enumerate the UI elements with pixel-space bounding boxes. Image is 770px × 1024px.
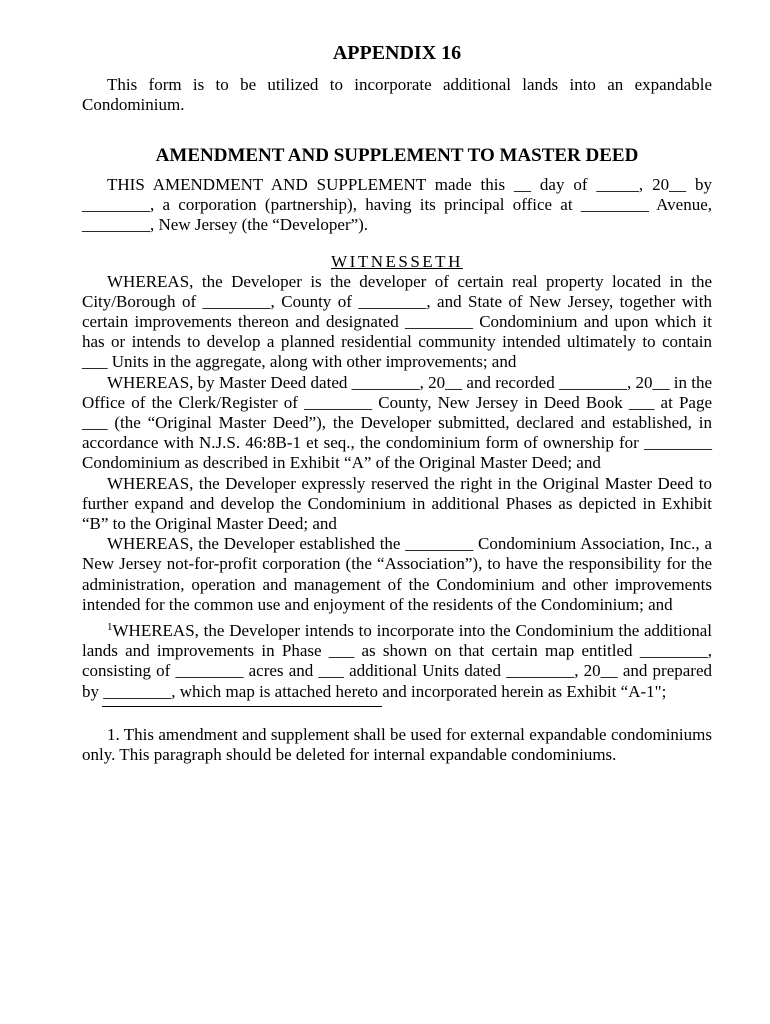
witnesseth-heading: WITNESSETH [331,251,463,271]
whereas-paragraph-1: WHEREAS, the Developer is the developer of certain real property located in the City/Borough of ________, County of ________, and State of New Jersey, together with certain improvements thereon and designated ________ Condominium and upon which it has or intends to develop a planned residential community intended ultimately to contain ___ Units in the aggregate, along with other improvements; and [82,271,712,372]
footnote-separator [102,706,382,707]
whereas-paragraph-4: WHEREAS, the Developer established the ________ Condominium Association, Inc., a New Jersey not-for-profit corporation (the “Association”), to have the responsibility for the administration, operation and management of the Condominium and other improvements intended for the common use and enjoyment of the residents of the Condominium; and [82,534,712,614]
section-heading: AMENDMENT AND SUPPLEMENT TO MASTER DEED [155,145,639,166]
footnote-text: 1. This amendment and supplement shall be used for external expandable condominiums only. This paragraph should be deleted for internal expandable condominiums. [82,724,712,764]
whereas-paragraph-5-text: WHEREAS, the Developer intends to incorporate into the Condominium the additional lands and improvements in Phase ___ as shown on that certain map entitled ________, consisting of ________ acres and ___ additional Units dated ________, 20__ and prepared by ________, which map is attached hereto and incorporated herein as Exhibit “A-1"; [82,621,712,701]
whereas-paragraph-2: WHEREAS, by Master Deed dated ________, 20__ and recorded ________, 20__ in the Office of the Clerk/Register of ________ County, New Jersey in Deed Book ___ at Page ___ (the “Original Master Deed”), the Developer submitted, declared and established, in accordance with N.J.S. 46:8B-1 et seq., the condominium form of ownership for ________ Condominium as described in Exhibit “A” of the Original Master Deed; and [82,372,712,473]
intro-text: This form is to be utilized to incorporate additional lands into an expandable Condominium. [82,75,712,114]
document-title: APPENDIX 16 [332,42,462,64]
whereas-paragraph-5 [82,621,712,702]
opening-paragraph: THIS AMENDMENT AND SUPPLEMENT made this __ day of _____, 20__ by ________, a corporation (partnership), having its principal office at ________ Avenue, ________, New Jersey (the “Developer”). [82,175,712,235]
footnote-marker: 1 [107,621,113,634]
whereas-paragraph-3: WHEREAS, the Developer expressly reserved the right in the Original Master Deed to further expand and develop the Condominium in additional Phases as depicted in Exhibit “B” to the Original Master Deed; and [82,473,712,534]
